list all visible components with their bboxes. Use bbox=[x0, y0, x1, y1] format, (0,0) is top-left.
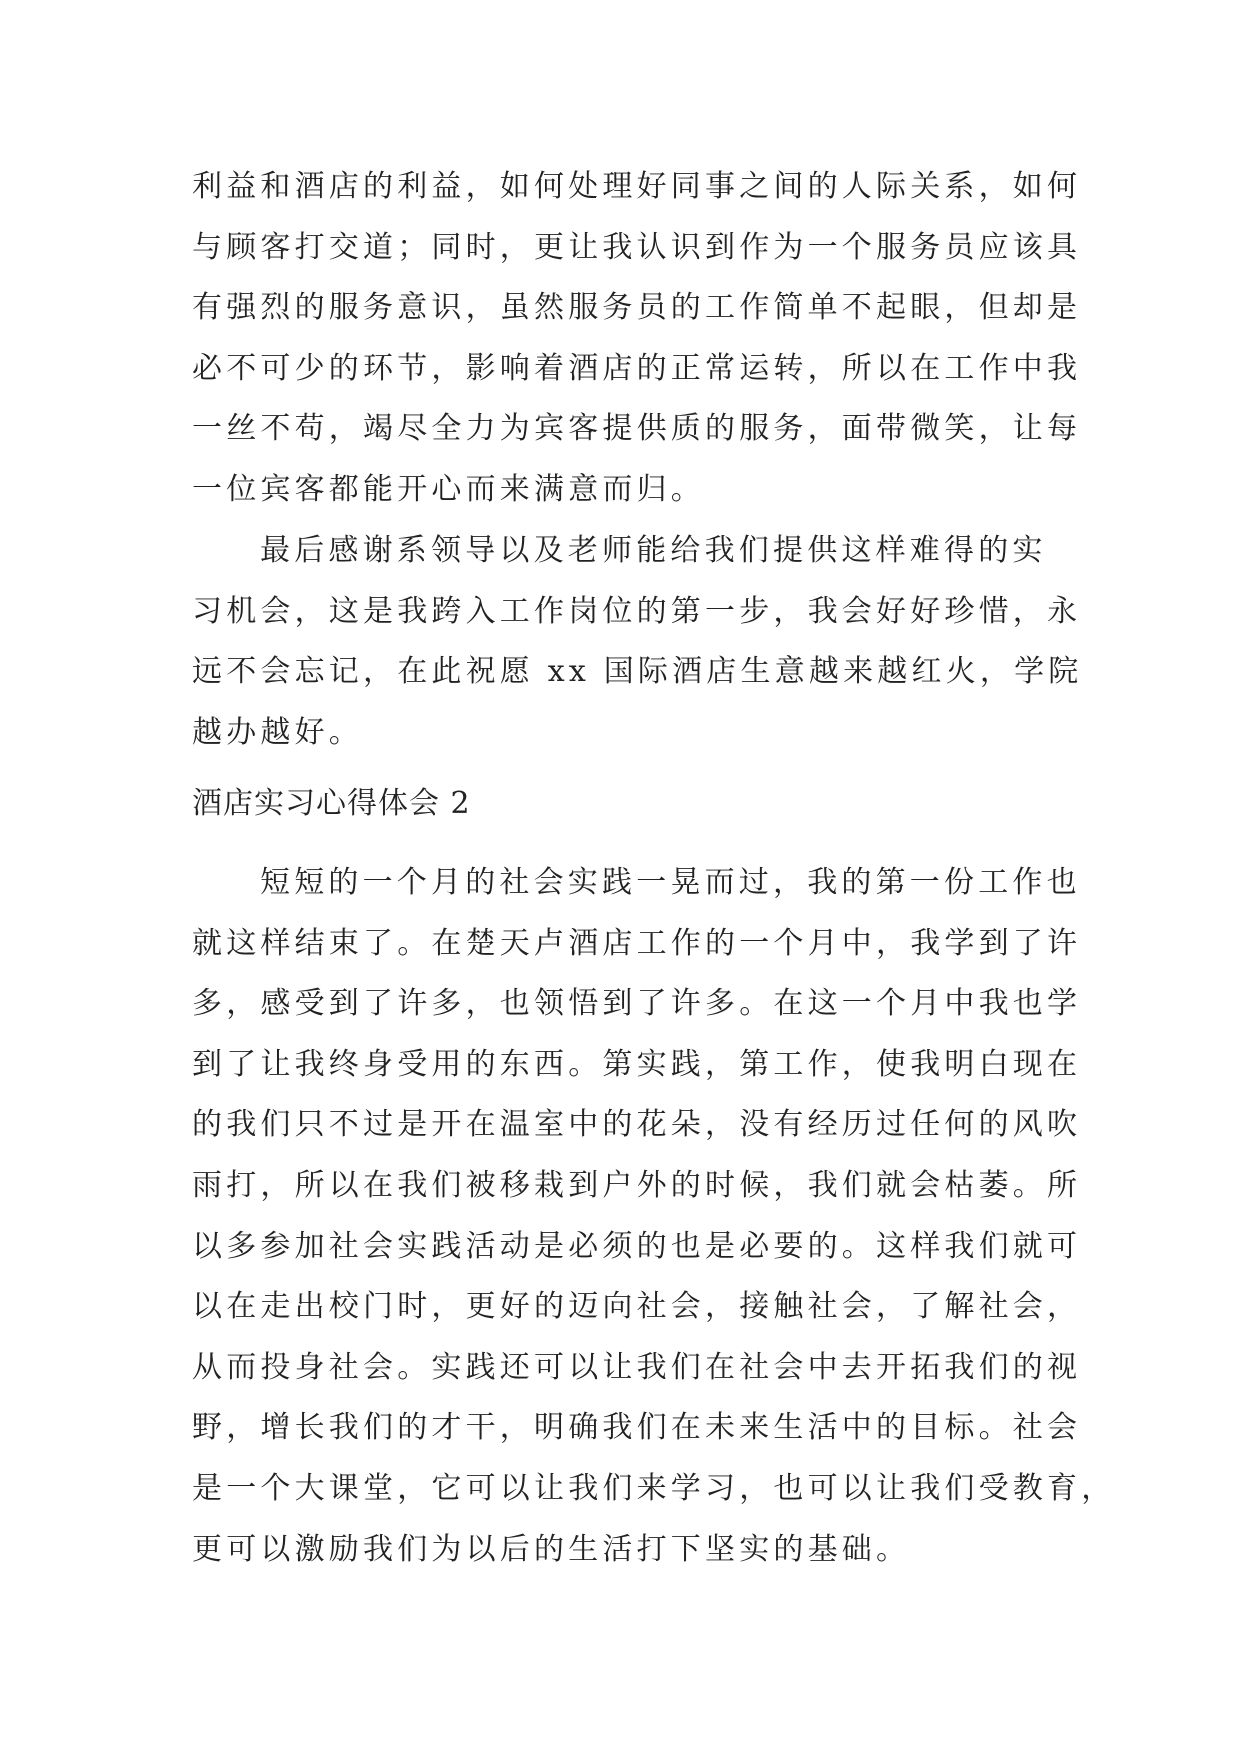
paragraph-3-line: 多，感受到了许多，也领悟到了许多。在这一个月中我也学 bbox=[192, 986, 1082, 1022]
section-heading: 酒店实习心得体会 2 bbox=[192, 786, 471, 821]
paragraph-1 bbox=[192, 157, 1082, 521]
paragraph-3-line: 的我们只不过是开在温室中的花朵，没有经历过任何的风吹 bbox=[192, 1107, 1082, 1143]
paragraph-1-line: 必不可少的环节，影响着酒店的正常运转，所以在工作中我 bbox=[192, 350, 1082, 386]
paragraph-2-line: 最后感谢系领导以及老师能给我们提供这样难得的实 bbox=[260, 533, 1047, 568]
paragraph-3-line: 野，增长我们的才干，明确我们在未来生活中的目标。社会 bbox=[192, 1410, 1082, 1446]
paragraph-2-line: 越办越好。 bbox=[192, 714, 363, 750]
paragraph-2-line: 远不会忘记，在此祝愿 xx 国际酒店生意越来越红火，学院 bbox=[192, 654, 1083, 690]
paragraph-3-line: 到了让我终身受用的东西。第实践，第工作，使我明白现在 bbox=[192, 1046, 1082, 1082]
paragraph-1-line: 一位宾客都能开心而来满意而归。 bbox=[192, 471, 705, 507]
paragraph-3 bbox=[192, 853, 1116, 1580]
paragraph-3-line: 短短的一个月的社会实践一晃而过，我的第一份工作也 bbox=[260, 865, 1081, 900]
paragraph-3-line: 就这样结束了。在楚天卢酒店工作的一个月中，我学到了许 bbox=[192, 925, 1082, 961]
paragraph-3-line: 以在走出校门时，更好的迈向社会，接触社会，了解社会， bbox=[192, 1289, 1082, 1325]
paragraph-3-line: 从而投身社会。实践还可以让我们在社会中去开拓我们的视 bbox=[192, 1349, 1082, 1385]
paragraph-3-line: 以多参加社会实践活动是必须的也是必要的。这样我们就可 bbox=[192, 1228, 1082, 1264]
paragraph-3-line: 是一个大课堂，它可以让我们来学习，也可以让我们受教育， bbox=[192, 1470, 1116, 1506]
paragraph-1-line: 一丝不苟，竭尽全力为宾客提供质的服务，面带微笑，让每 bbox=[192, 411, 1082, 447]
paragraph-1-line: 与顾客打交道；同时，更让我认识到作为一个服务员应该具 bbox=[192, 229, 1082, 265]
paragraph-1-line: 利益和酒店的利益，如何处理好同事之间的人际关系，如何 bbox=[192, 169, 1082, 204]
paragraph-2-line: 习机会，这是我跨入工作岗位的第一步，我会好好珍惜，永 bbox=[192, 593, 1082, 629]
paragraph-3-line: 雨打，所以在我们被移栽到户外的时候，我们就会枯萎。所 bbox=[192, 1167, 1082, 1203]
paragraph-3-line: 更可以激励我们为以后的生活打下坚实的基础。 bbox=[192, 1531, 911, 1567]
paragraph-2 bbox=[192, 521, 1083, 763]
paragraph-1-line: 有强烈的服务意识，虽然服务员的工作简单不起眼，但却是 bbox=[192, 290, 1082, 326]
